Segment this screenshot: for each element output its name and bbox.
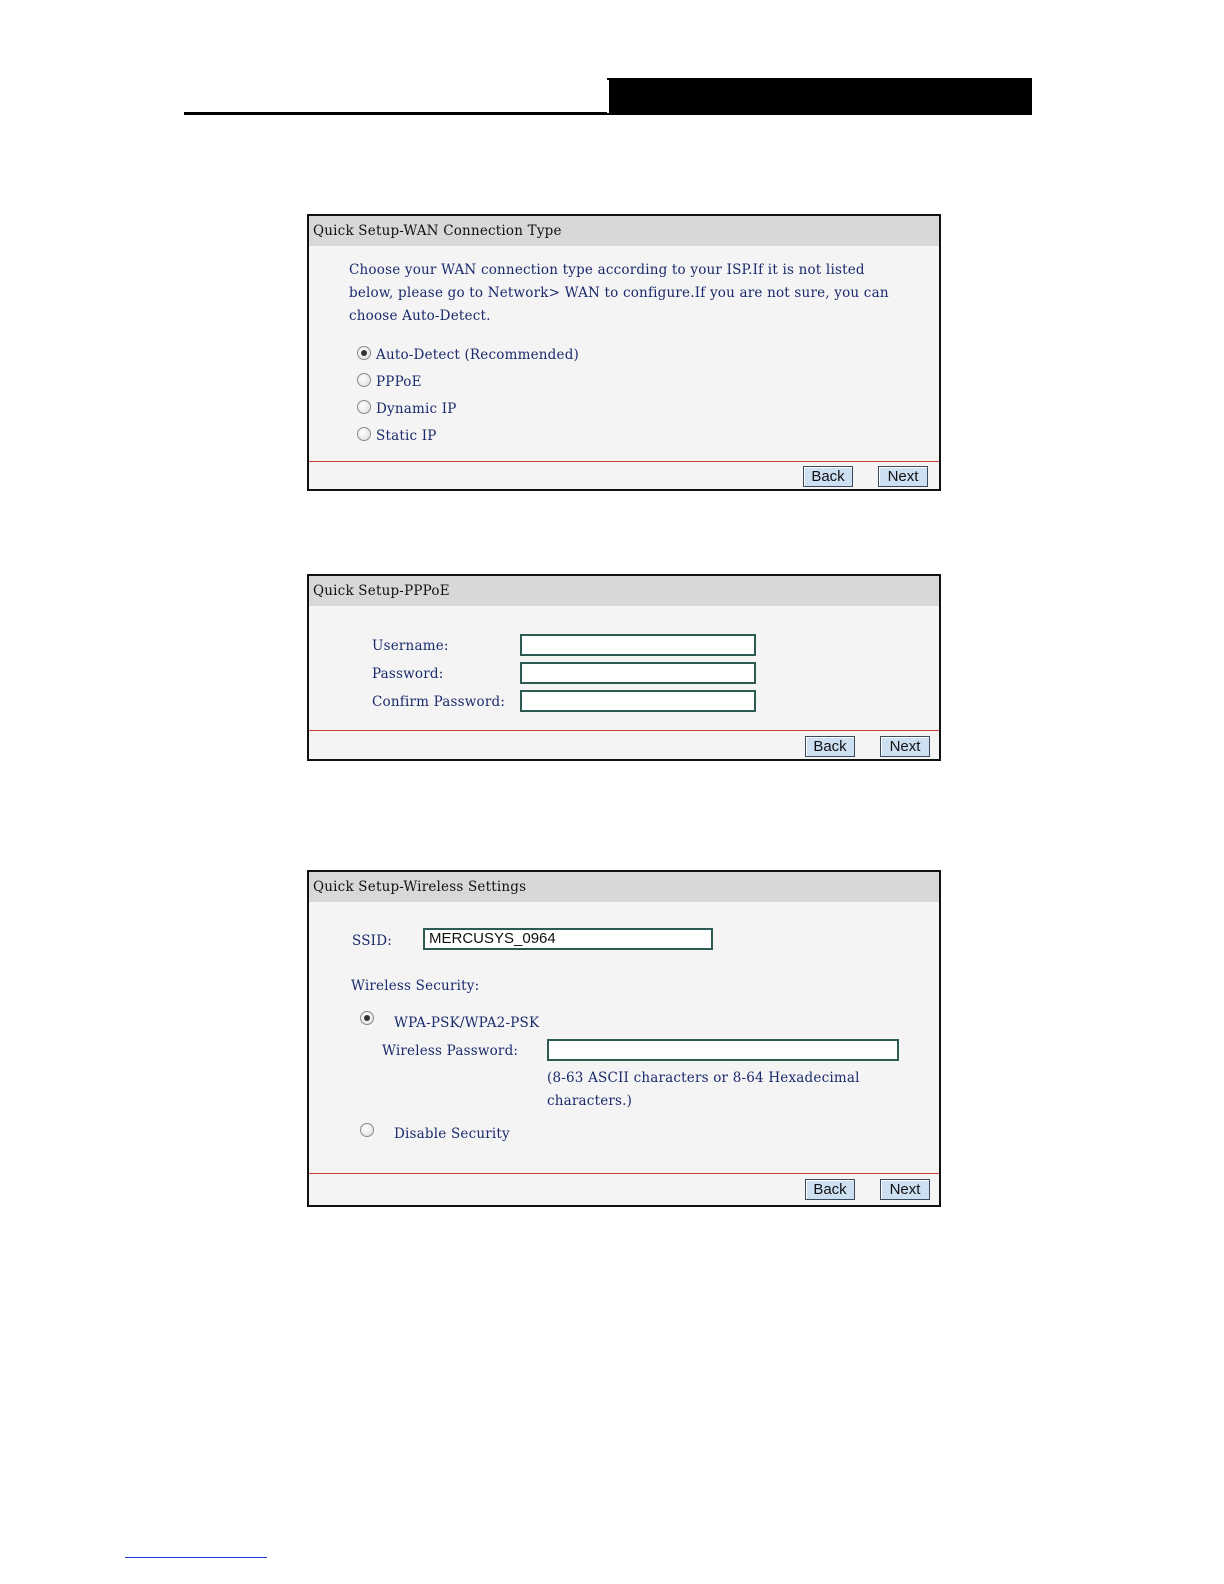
next-button[interactable]: Next xyxy=(880,736,930,757)
wpa-psk-radio[interactable] xyxy=(360,1011,374,1025)
wan-connection-panel xyxy=(307,214,941,491)
dynamic-ip-radio[interactable] xyxy=(357,400,371,414)
header-divider xyxy=(607,80,609,113)
confirm-password-input[interactable] xyxy=(520,690,756,712)
pppoe-panel xyxy=(307,574,941,761)
back-button[interactable]: Back xyxy=(805,736,855,757)
password-hint: (8-63 ASCII characters or 8-64 Hexadecimal characters.) xyxy=(547,1070,860,1109)
header-bar xyxy=(607,78,1032,115)
pppoe-label: PPPoE xyxy=(376,374,422,390)
static-ip-label: Static IP xyxy=(376,428,437,444)
dynamic-ip-label: Dynamic IP xyxy=(376,401,457,417)
ssid-label: SSID: xyxy=(352,933,392,949)
auto-detect-radio[interactable] xyxy=(357,346,371,360)
next-button[interactable]: Next xyxy=(880,1179,930,1200)
footer-link-rule xyxy=(125,1557,267,1558)
confirm-password-label: Confirm Password: xyxy=(372,694,506,710)
panel-title: Quick Setup-PPPoE xyxy=(309,576,939,606)
panel-separator xyxy=(309,461,939,462)
wireless-password-label: Wireless Password: xyxy=(382,1043,519,1059)
username-input[interactable] xyxy=(520,634,756,656)
ssid-input[interactable]: MERCUSYS_0964 xyxy=(423,928,713,950)
disable-security-label: Disable Security xyxy=(394,1126,510,1142)
username-label: Username: xyxy=(372,638,449,654)
disable-security-radio[interactable] xyxy=(360,1123,374,1137)
pppoe-radio[interactable] xyxy=(357,373,371,387)
back-button[interactable]: Back xyxy=(803,466,853,487)
auto-detect-label: Auto-Detect (Recommended) xyxy=(376,347,579,363)
panel-title: Quick Setup-WAN Connection Type xyxy=(309,216,939,246)
back-button[interactable]: Back xyxy=(805,1179,855,1200)
wpa-psk-label: WPA-PSK/WPA2-PSK xyxy=(394,1015,540,1031)
static-ip-radio[interactable] xyxy=(357,427,371,441)
password-input[interactable] xyxy=(520,662,756,684)
header-rule xyxy=(184,112,608,115)
wireless-password-input[interactable] xyxy=(547,1039,899,1061)
wireless-security-label: Wireless Security: xyxy=(351,978,480,994)
wan-description: Choose your WAN connection type according to your ISP.If it is not listed below, please go to Network> WAN to configure.If you are not sure, you can choose Auto-Detect. xyxy=(349,262,889,324)
panel-separator xyxy=(309,730,939,731)
panel-separator xyxy=(309,1173,939,1174)
panel-title: Quick Setup-Wireless Settings xyxy=(309,872,939,902)
next-button[interactable]: Next xyxy=(878,466,928,487)
password-label: Password: xyxy=(372,666,444,682)
wireless-settings-panel xyxy=(307,870,941,1207)
